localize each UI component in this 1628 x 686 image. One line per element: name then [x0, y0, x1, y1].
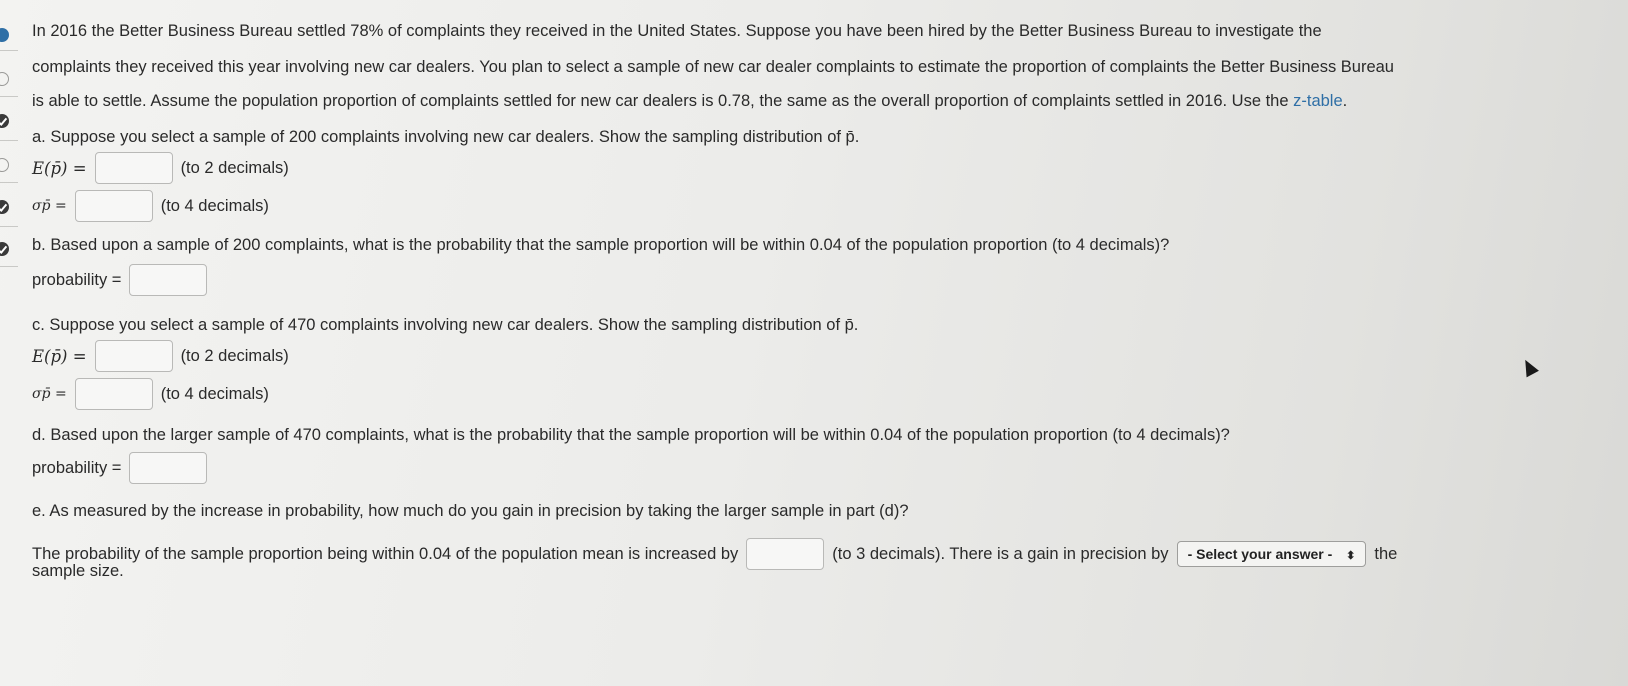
part-e-answer-end: the — [1374, 544, 1398, 563]
part-d-probability-input[interactable] — [129, 452, 207, 484]
check-icon[interactable] — [0, 200, 9, 214]
check-icon[interactable] — [0, 242, 9, 256]
part-e-increase-input[interactable] — [746, 538, 824, 570]
part-c-sigma-input[interactable] — [75, 378, 153, 410]
question-rail — [0, 0, 18, 686]
sigma-label: σp̄ = — [32, 198, 67, 214]
part-e-answer-text: The probability of the sample proportion being within 0.04 of the population mean is increased by — [32, 544, 739, 563]
hint-text: (to 3 decimals). There is a gain in precision by — [832, 544, 1169, 563]
part-a-sigma-input[interactable] — [75, 190, 153, 222]
intro-line-3 — [32, 92, 1347, 111]
part-e-prompt: e. As measured by the increase in probability, how much do you gain in precision by taking the larger sample in part (d)? — [32, 502, 909, 520]
sigma-label: σp̄ = — [32, 386, 67, 402]
hint-text: (to 2 decimals) — [180, 158, 289, 177]
z-table-link[interactable]: z-table — [1293, 92, 1343, 110]
probability-label: probability = — [32, 458, 122, 477]
radio-filled-icon[interactable] — [0, 28, 9, 42]
intro-line-3-text: is able to settle. Assume the population proportion of complaints settled for new car dealers is 0.78, the same as the overall proportion of complaints settled in 2016. Use the — [32, 92, 1294, 110]
select-label: - Select your answer - — [1187, 546, 1333, 562]
intro-line-1: In 2016 the Better Business Bureau settled 78% of complaints they received in the United States. Suppose you have been hired by the Better Business Bureau to investigate the — [32, 22, 1322, 40]
part-d-prompt: d. Based upon the larger sample of 470 complaints, what is the probability that the sample proportion will be within 0.04 of the population proportion (to 4 decimals)? — [32, 426, 1230, 444]
hint-text: (to 4 decimals) — [160, 196, 269, 215]
part-c-sigma-row — [32, 378, 269, 410]
intro-period: . — [1342, 92, 1348, 110]
part-c-prompt: c. Suppose you select a sample of 470 complaints involving new car dealers. Show the sampling distribution of p̄. — [32, 316, 859, 334]
hint-text: (to 2 decimals) — [180, 346, 289, 365]
intro-line-2: complaints they received this year involving new car dealers. You plan to select a sample of new car dealer complaints to estimate the proportion of complaints the Better Business Bureau — [32, 58, 1394, 76]
part-a-expectation-input[interactable] — [95, 152, 173, 184]
part-e-answer-line-2: sample size. — [32, 562, 124, 580]
rail-divider — [0, 226, 18, 227]
precision-select[interactable] — [1177, 541, 1367, 567]
expectation-label: E(p̄) = — [32, 346, 87, 366]
part-c-expectation-input[interactable] — [95, 340, 173, 372]
part-a-expectation-row — [32, 152, 289, 184]
select-arrows-icon: ⬍ — [1346, 550, 1356, 562]
hint-text: (to 4 decimals) — [160, 384, 269, 403]
rail-divider — [0, 182, 18, 183]
rail-divider — [0, 50, 18, 51]
check-icon[interactable] — [0, 114, 9, 128]
part-b-prompt: b. Based upon a sample of 200 complaints, what is the probability that the sample proportion will be within 0.04 of the population proportion (to 4 decimals)? — [32, 236, 1170, 254]
radio-hollow-icon[interactable] — [0, 72, 9, 86]
part-c-expectation-row — [32, 340, 289, 372]
part-d-probability-row — [32, 452, 207, 484]
rail-divider — [0, 140, 18, 141]
expectation-label: E(p̄) = — [32, 158, 87, 178]
part-b-probability-row — [32, 264, 207, 296]
probability-label: probability = — [32, 270, 122, 289]
part-a-prompt: a. Suppose you select a sample of 200 complaints involving new car dealers. Show the sampling distribution of p̄. — [32, 128, 860, 146]
cursor-arrow-icon — [1519, 357, 1539, 378]
radio-hollow-icon[interactable] — [0, 158, 9, 172]
part-a-sigma-row — [32, 190, 269, 222]
rail-divider — [0, 266, 18, 267]
part-b-probability-input[interactable] — [129, 264, 207, 296]
part-e-answer-row — [32, 538, 1397, 570]
rail-divider — [0, 96, 18, 97]
